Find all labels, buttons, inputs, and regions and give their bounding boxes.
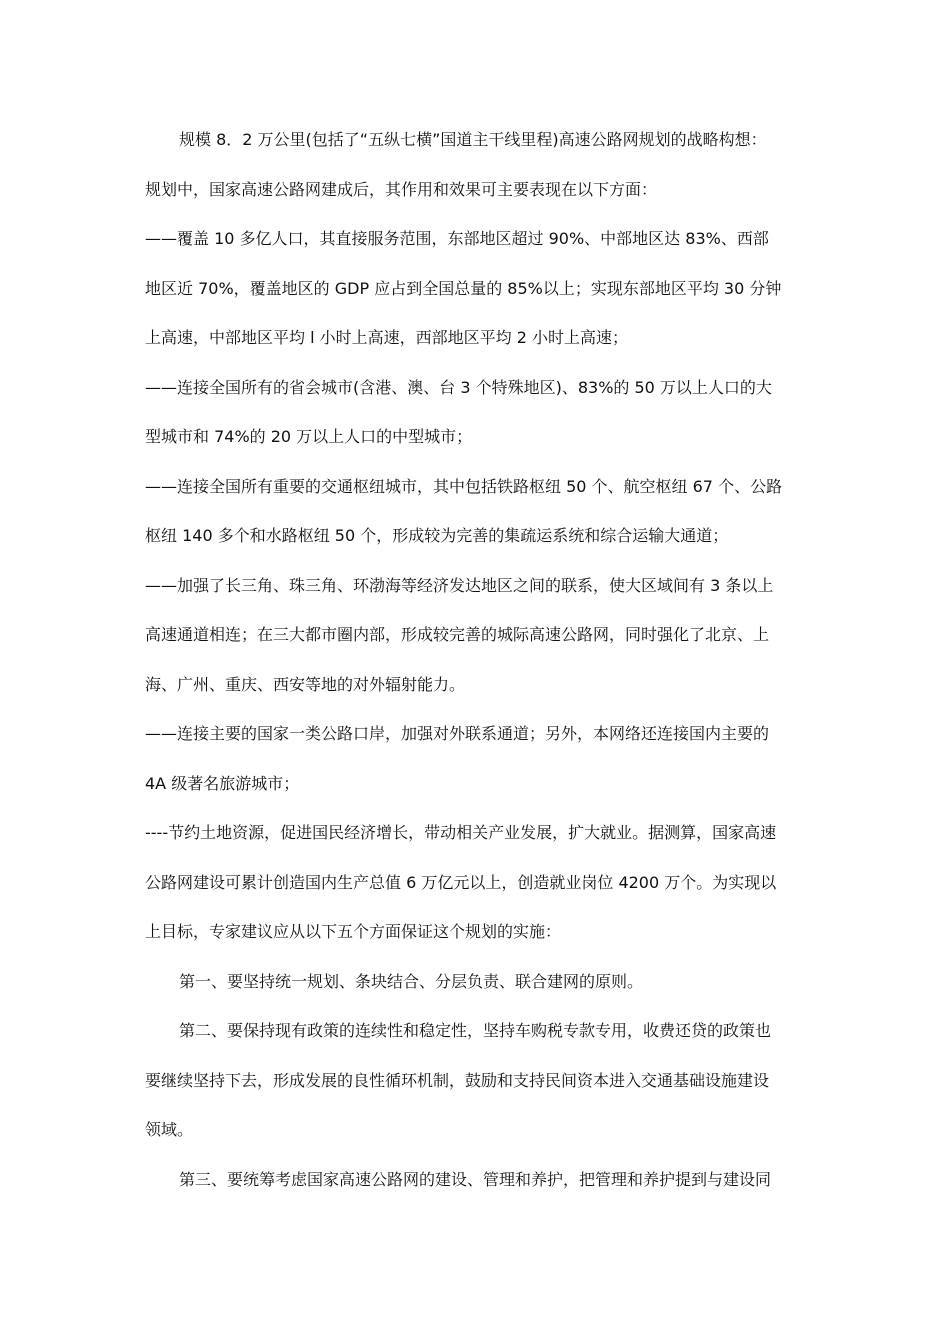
text-line: ----节约土地资源，促进国民经济增长，带动相关产业发展，扩大就业。据测算，国家高速 bbox=[145, 823, 777, 842]
text-line: 枢纽 140 多个和水路枢纽 50 个，形成较为完善的集疏运系统和综合运输大通道； bbox=[145, 526, 729, 545]
text-line: ——连接全国所有的省会城市(含港、澳、台 3 个特殊地区)、83%的 50 万以上人口的大 bbox=[145, 378, 772, 397]
text-line: 第二、要保持现有政策的连续性和稳定性，坚持车购税专款专用，收费还贷的政策也 bbox=[179, 1021, 772, 1040]
text-line: 型城市和 74%的 20 万以上人口的中型城市； bbox=[145, 427, 473, 446]
text-line: 规模 8．2 万公里(包括了“五纵七横”国道主干线里程)高速公路网规划的战略构想： bbox=[179, 130, 767, 149]
text-line: ——覆盖 10 多亿人口，其直接服务范围，东部地区超过 90%、中部地区达 83%、西部 bbox=[145, 229, 769, 248]
text-line: ——连接主要的国家一类公路口岸，加强对外联系通道；另外，本网络还连接国内主要的 bbox=[145, 724, 770, 743]
text-line: 4A 级著名旅游城市； bbox=[145, 774, 300, 793]
text-line: 规划中，国家高速公路网建成后，其作用和效果可主要表现在以下方面： bbox=[145, 180, 658, 199]
text-line: 海、广州、重庆、西安等地的对外辐射能力。 bbox=[145, 675, 466, 694]
text-line: 公路网建设可累计创造国内生产总值 6 万亿元以上，创造就业岗位 4200 万个。为实现以 bbox=[145, 873, 777, 892]
text-line: 领域。 bbox=[145, 1120, 194, 1139]
text-line: 上目标，专家建议应从以下五个方面保证这个规划的实施： bbox=[145, 922, 562, 941]
text-line: 高速通道相连；在三大都市圈内部，形成较完善的城际高速公路网，同时强化了北京、上 bbox=[145, 625, 770, 644]
text-line: 第三、要统筹考虑国家高速公路网的建设、管理和养护，把管理和养护提到与建设同 bbox=[179, 1170, 772, 1189]
text-line: 上高速，中部地区平均 l 小时上高速，西部地区平均 2 小时上高速； bbox=[145, 328, 628, 347]
text-line: 第一、要坚持统一规划、条块结合、分层负责、联合建网的原则。 bbox=[179, 972, 644, 991]
text-line: 要继续坚持下去，形成发展的良性循环机制，鼓励和支持民间资本进入交通基础设施建设 bbox=[145, 1071, 770, 1090]
text-line: 地区近 70%，覆盖地区的 GDP 应占到全国总量的 85%以上；实现东部地区平均 30 分钟 bbox=[145, 279, 782, 298]
text-line: ——加强了长三角、珠三角、环渤海等经济发达地区之间的联系，使大区域间有 3 条以上 bbox=[145, 576, 774, 595]
text-line: ——连接全国所有重要的交通枢纽城市，其中包括铁路枢纽 50 个、航空枢纽 67 个、公路 bbox=[145, 477, 783, 496]
